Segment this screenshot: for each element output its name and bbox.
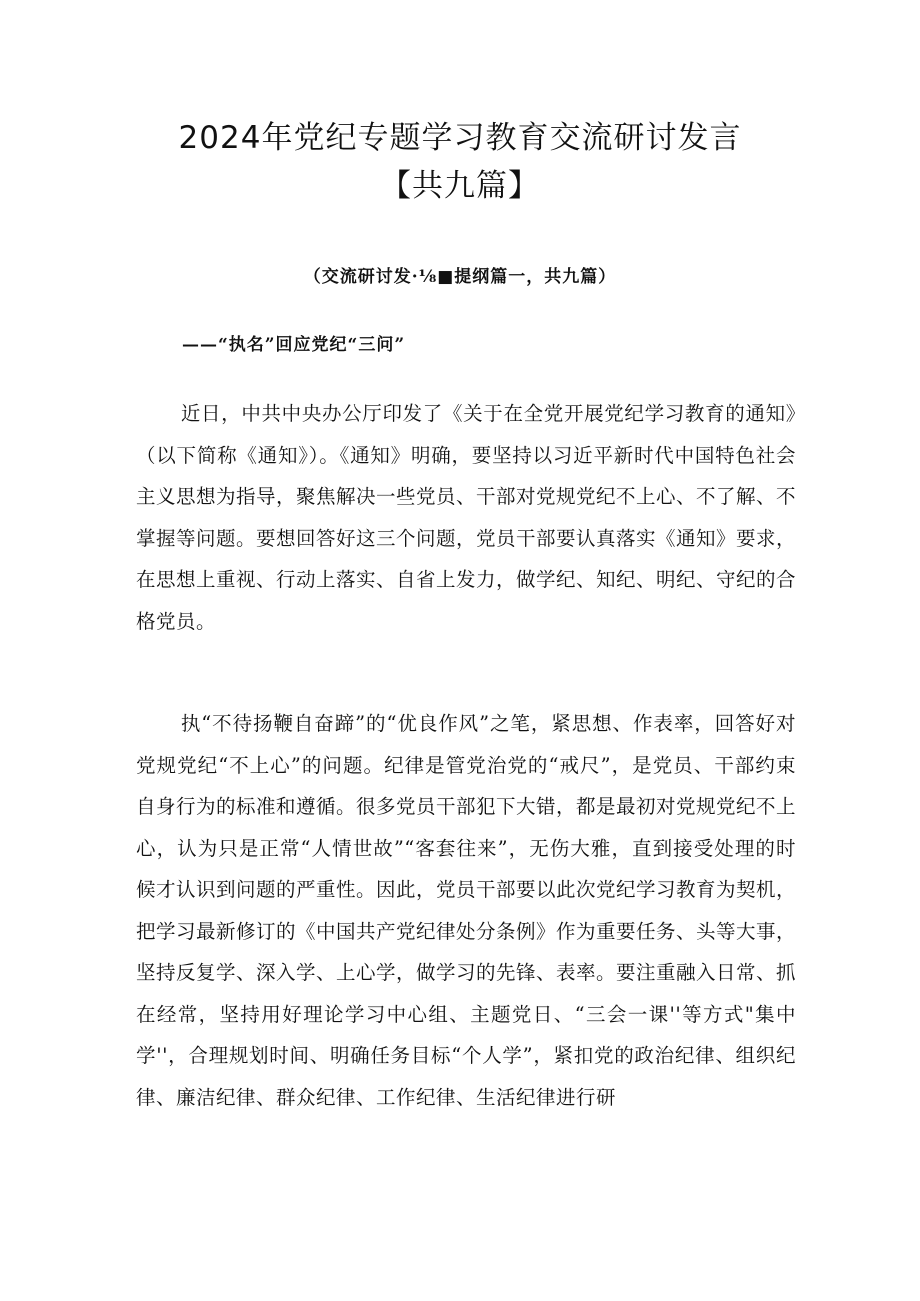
body-paragraph: 执“不待扬鞭自奋蹄”的“优良作风”之笔，紧思想、作表率，回答好对党规党纪“不上心”的问题。纪律是管党治党的“戒尺”，是党员、干部约束自身行为的标准和遵循。很多党员干部犯下大错，都是最初对党规党纪不上心，认为只是正常“人情世故”“客套往来”，无伤大雅，直到接受处理的时候才认识到问题的严重性。因此，党员干部要以此次党纪学习教育为契机，把学习最新修订的《中国共产党纪律处分条例》作为重要任务、头等大事，坚持反复学、深入学、上心学，做学习的先锋、表率。要注重融入日常、抓在经常，坚持用好理论学习中心组、主题党日、“三会一课''等方式"集中学''，合理规划时间、明确任务目标“个人学”，紧扣党的政治纪律、组织纪律、廉洁纪律、群众纪律、工作纪律、生活纪律进行研 [136,712,797,1109]
document-title-suffix: 【共九篇】 [380,168,540,204]
document-title: 2024年党纪专题学习教育交流研讨发言 [178,120,742,156]
document-subtitle: （交流研讨发·⅛■提纲篇一，共九篇） [303,267,617,287]
section-lead: ——“执名”回应党纪“三问” [182,335,406,355]
body-paragraph: 近日，中共中央办公厅印发了《关于在全党开展党纪学习教育的通知》（以下简称《通知》）。《通知》明确，要坚持以习近平新时代中国特色社会主义思想为指导，聚焦解决一些党员、干部对党规党纪不上心、不了解、不掌握等问题。要想回答好这三个问题，党员干部要认真落实《通知》要求，在思想上重视、行动上落实、自省上发力，做学纪、知纪、明纪、守纪的合格党员。 [136,402,797,633]
